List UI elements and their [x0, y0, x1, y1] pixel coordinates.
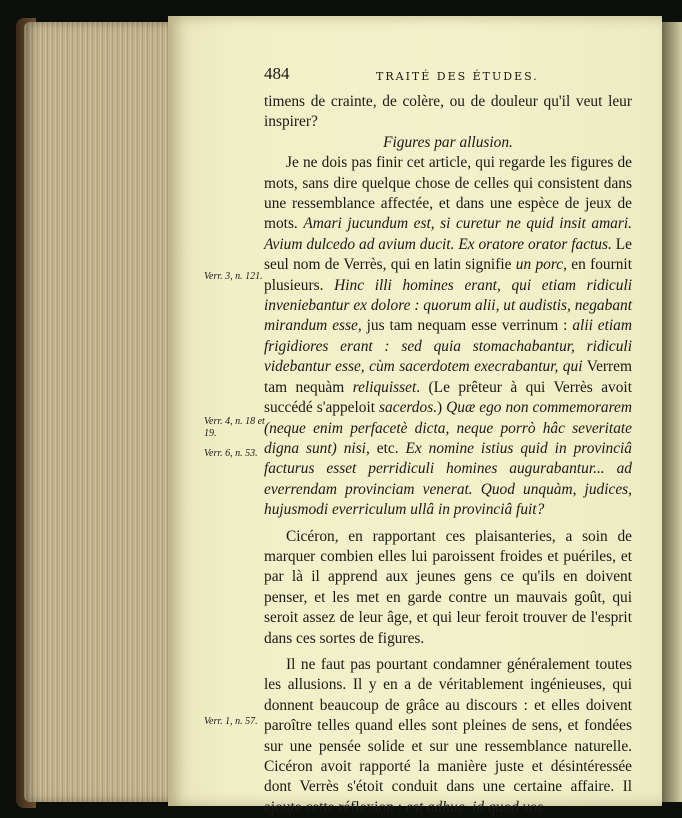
running-title: TRAITÉ DES ÉTUDES. [376, 70, 539, 83]
section-title: Figures par allusion. [383, 133, 513, 151]
latin-quote: Quæ ego non commemorarem (neque enim perfacetè dicta, neque porrò hâc severitate digna sunt) nisi [264, 399, 632, 457]
margin-note: Verr. 4, n. 18 et 19. [204, 416, 265, 439]
latin-quote: sacerdos. [379, 399, 438, 417]
book [8, 12, 676, 816]
latin-quote: Hinc illi homines erant, qui etiam ridiculi inveniebantur ex dolore : quorum alii, ut audistis, negabant mirandum esse [264, 276, 632, 335]
latin-quote: est adhuc, id quod vos [405, 798, 544, 816]
page-number: 484 [264, 64, 290, 83]
latin-quote: Ex nomine istius quid in provinciâ facturus esset perridiculi homines augurabantur... ad everrendam provinciam venerat. Quod unquàm, judices, hujusmodi everriculum ullâ in provinciâ fuit? [264, 439, 632, 519]
latin-quote: reliquisset [352, 378, 417, 396]
paragraph-2: Cicéron, en rapportant ces plaisanteries, a soin de marquer combien elles lui paroissent froides et puériles, et par là il apprend aux jeunes gens ce qu'ils en doivent penser, et les met en garde contre un mauvais goût, qui seroit assez de leur âge, et qui leur feroit trouver de l'esprit dans ces sortes de figures. [264, 527, 632, 647]
paragraph-1: Je ne dois pas finir cet article, qui regarde les figures de mots, sans dire quelque chose de celles qui consistent dans une ressemblance affectée, et dans une espèce de jeux de mots. Amari jucundum est, si curetur ne quid insit amari. Avium dulcedo ad avium ducit. Ex oratore orator factus. Le seul nom de Verrès, qui en latin signifie un porc, en fournit plusieurs. Hinc illi homines erant, qui etiam ridiculi inveniebantur ex dolore : quorum alii, ut audistis, negabant mirandum esse, jus tam nequam esse verrinum : alii etiam frigidiores erant : sed quia stomachabantur, ridiculi videbantur esse, cùm sacerdotem execrabantur, qui Verrem tam nequàm reliquisset. (Le prêteur à qui Verrès avoit succédé s'appeloit sacerdos.) Quæ ego non commemorarem (neque enim perfacetè dicta, neque porrò hâc severitate digna sunt) nisi, etc. Ex nomine istius quid in provinciâ facturus esset perridiculi homines augurabantur... ad everrendam provinciam venerat. Quod unquàm, judices, hujusmodi everriculum ullâ in provinciâ fuit? [264, 154, 632, 519]
page-edges [24, 22, 174, 802]
margin-note: Verr. 1, n. 57. [204, 716, 258, 727]
latin-quote: Amari jucundum est, si curetur ne quid insit amari. Avium dulcedo ad avium ducit. Ex oratore orator factus. [264, 215, 632, 253]
margin-note: Verr. 6, n. 53. [204, 448, 258, 459]
paragraph-3: Il ne faut pas pourtant condamner généralement toutes les allusions. Il y en a de véritablement ingénieuses, qui donnent beaucoup de grâce au discours : et elles doivent paroître telles quand elles sont pleines de sens, et fondées sur une pensée solide et sur une ressemblance naturelle. Cicéron avoit rapporté la manière juste et désintéressée dont Verrès s'étoit conduit dans une certaine affaire. Il ajoute cette réflexion : est adhuc, id quod vos [264, 655, 632, 816]
latin-quote: un porc [515, 256, 564, 274]
page-header [264, 64, 624, 88]
body-text [264, 92, 632, 818]
latin-quote: alii etiam frigidiores erant : sed quia stomachabantur, ridiculi videbantur esse, cùm sacerdotem execrabantur, qui [264, 317, 632, 376]
book-page [168, 16, 662, 816]
margin-note: Verr. 3, n. 121. [204, 271, 263, 282]
intro-text: timens de crainte, de colère, ou de douleur qu'il veut leur inspirer? [264, 93, 632, 131]
facing-page-edge [662, 22, 682, 802]
